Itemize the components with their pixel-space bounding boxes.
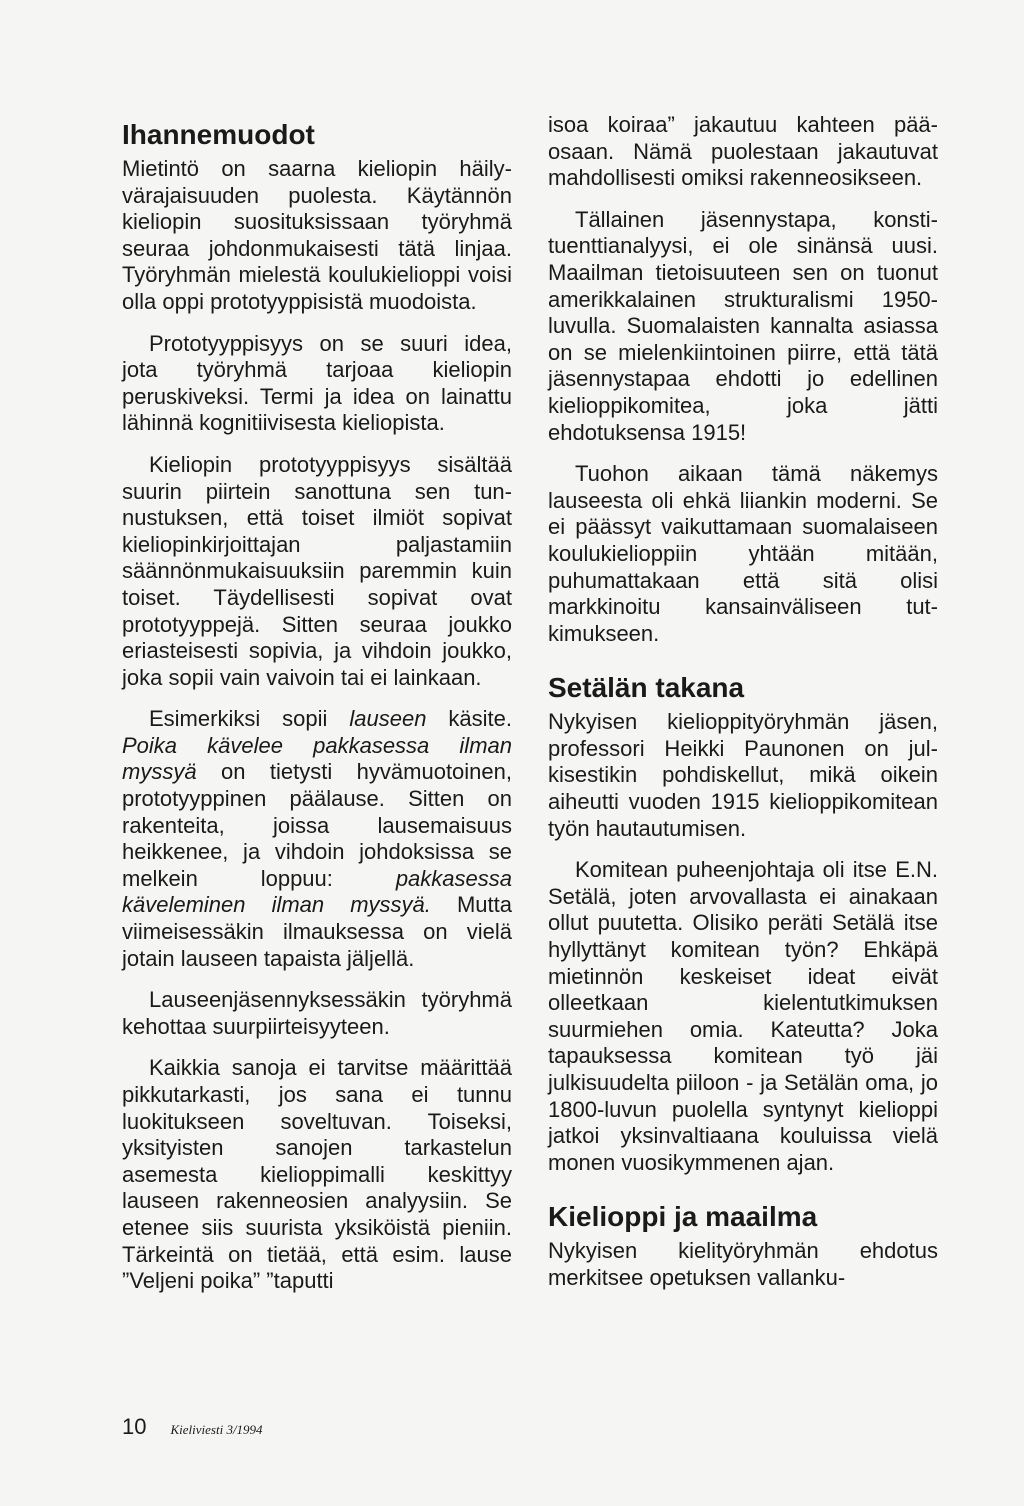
paragraph: isoa koiraa” jakautuu kahteen pääosaan. Nämä puolestaan jakautuvat mahdollisesti omiksi rakenneosikseen. [548,112,938,191]
journal-name: Kieliviesti 3/1994 [170,1422,263,1437]
page-footer [122,1414,263,1443]
text-run: Esimerkiksi sopii [149,706,350,732]
text-run: Mutta viimeisessäkin ilmauksessa on vielä jotain lauseen tapaista jäljellä. [122,892,512,971]
section-heading-setalan-takana: Setälän takana [548,672,745,704]
section-heading-kielioppi-ja-maailma: Kielioppi ja maailma [548,1201,818,1233]
paragraph: Kaikkia sanoja ei tarvitse määrittää pikkutarkasti, jos sana ei tunnu luokitukseen soveltuvan. Toiseksi, yksityisten sanojen tarkastelun asemesta kielioppimalli keskittyy lauseen rakenneosien analyysiin. Se etenee siis suurista yksiköistä pieniin. Tärkeintä on tietää, että esim. lause ”Veljeni poika” ”taputti [122,1055,512,1294]
paragraph: Nykyisen kielioppityöryhmän jäsen, professori Heikki Paunonen on julkisestikin pohdiskellut, mikä oikein aiheutti vuoden 1915 kielioppikomitean työn hautautumisen. [548,709,938,841]
text-run: on tietysti hyvämuotoinen, prototyyppinen päälause. Sitten on rakenteita, joissa lausemaisuus heikkenee, ja vihdoin johdoksissa se melkein loppuu: [122,759,512,891]
section-heading-ihannemuodot: Ihannemuodot [122,119,315,150]
italic-example: Poika kävelee pakkasessa ilman myssyä [122,732,512,785]
italic-term: lauseen [349,706,427,732]
paragraph-example [122,706,512,972]
italic-example: pakkasessa käveleminen ilman myssyä. [122,865,512,918]
paragraph: Prototyyppisyys on se suuri idea, jota työryhmä tarjoaa kieliopin peruskiveksi. Termi ja idea on lainattu lähinnä kognitiivisesta kieliopista. [122,330,512,436]
paragraph: Kieliopin prototyyppisyys sisältää suurin piirtein sanottuna sen tunnustuksen, että toiset ilmiöt sopivat kieliopinkirjoittajan paljastamiin säännönmukaisuuksiin paremmin kuin toiset. Täydellisesti sopivat ovat prototyyppejä. Sitten seuraa joukko eriasteisesti sopivia, ja vihdoin joukko, joka sopii vain vaivoin tai ei lainkaan. [122,451,512,690]
page-number: 10 [122,1414,147,1439]
paragraph: Nykyisen kielityöryhmän ehdotus merkitsee opetuksen vallanku- [548,1238,938,1290]
paragraph: Tällainen jäsennystapa, konstituenttianalyysi, ei ole sinänsä uusi. Maailman tietoisuuteen sen on tuonut amerikkalainen strukturalismi 1950-luvulla. Suomalaisten kannalta asiassa on se mielenkiintoinen piirre, että tätä jäsennystapaa ehdotti jo edellinen kielioppikomitea, joka jätti ehdotuksensa 1915! [548,206,938,445]
paragraph: Komitean puheenjohtaja oli itse E.N. Setälä, joten arvovallasta ei ainakaan ollut puutetta. Olisiko peräti Setälä itse hyllyttänyt komitean työn? Ehkäpä mietinnön keskeiset ideat eivät olleetkaan kielentutkimuksen suurmiehen omia. Kateutta? Joka tapauksessa komitean työ jäi julkisuudelta piiloon - ja Setälän oma, jo 1800-luvun puolella syntynyt kielioppi jatkoi yksinvaltiaana kouluissa vielä monen vuosikymmenen ajan. [548,857,938,1175]
left-column [122,112,512,1310]
text-run: käsite. [426,706,512,732]
paragraph: Tuohon aikaan tämä näkemys lauseesta oli ehkä liiankin moderni. Se ei päässyt vaikuttamaan suomalaiseen koulukielioppiin yhtään mitään, puhumattakaan että sitä olisi markkinoitu kansainväliseen tutkimukseen. [548,461,938,646]
right-column [548,112,938,1307]
paragraph: Lauseenjäsennyksessäkin työryhmä kehottaa suurpiirteisyyteen. [122,987,512,1039]
paragraph: Mietintö on saarna kieliopin häilyvärajaisuuden puolesta. Käytännön kieliopin suosituksissaan työryhmä seuraa johdonmukaisesti tätä linjaa. Työryhmän mielestä koulukielioppi voisi olla oppi prototyyppisistä muodoista. [122,156,512,314]
